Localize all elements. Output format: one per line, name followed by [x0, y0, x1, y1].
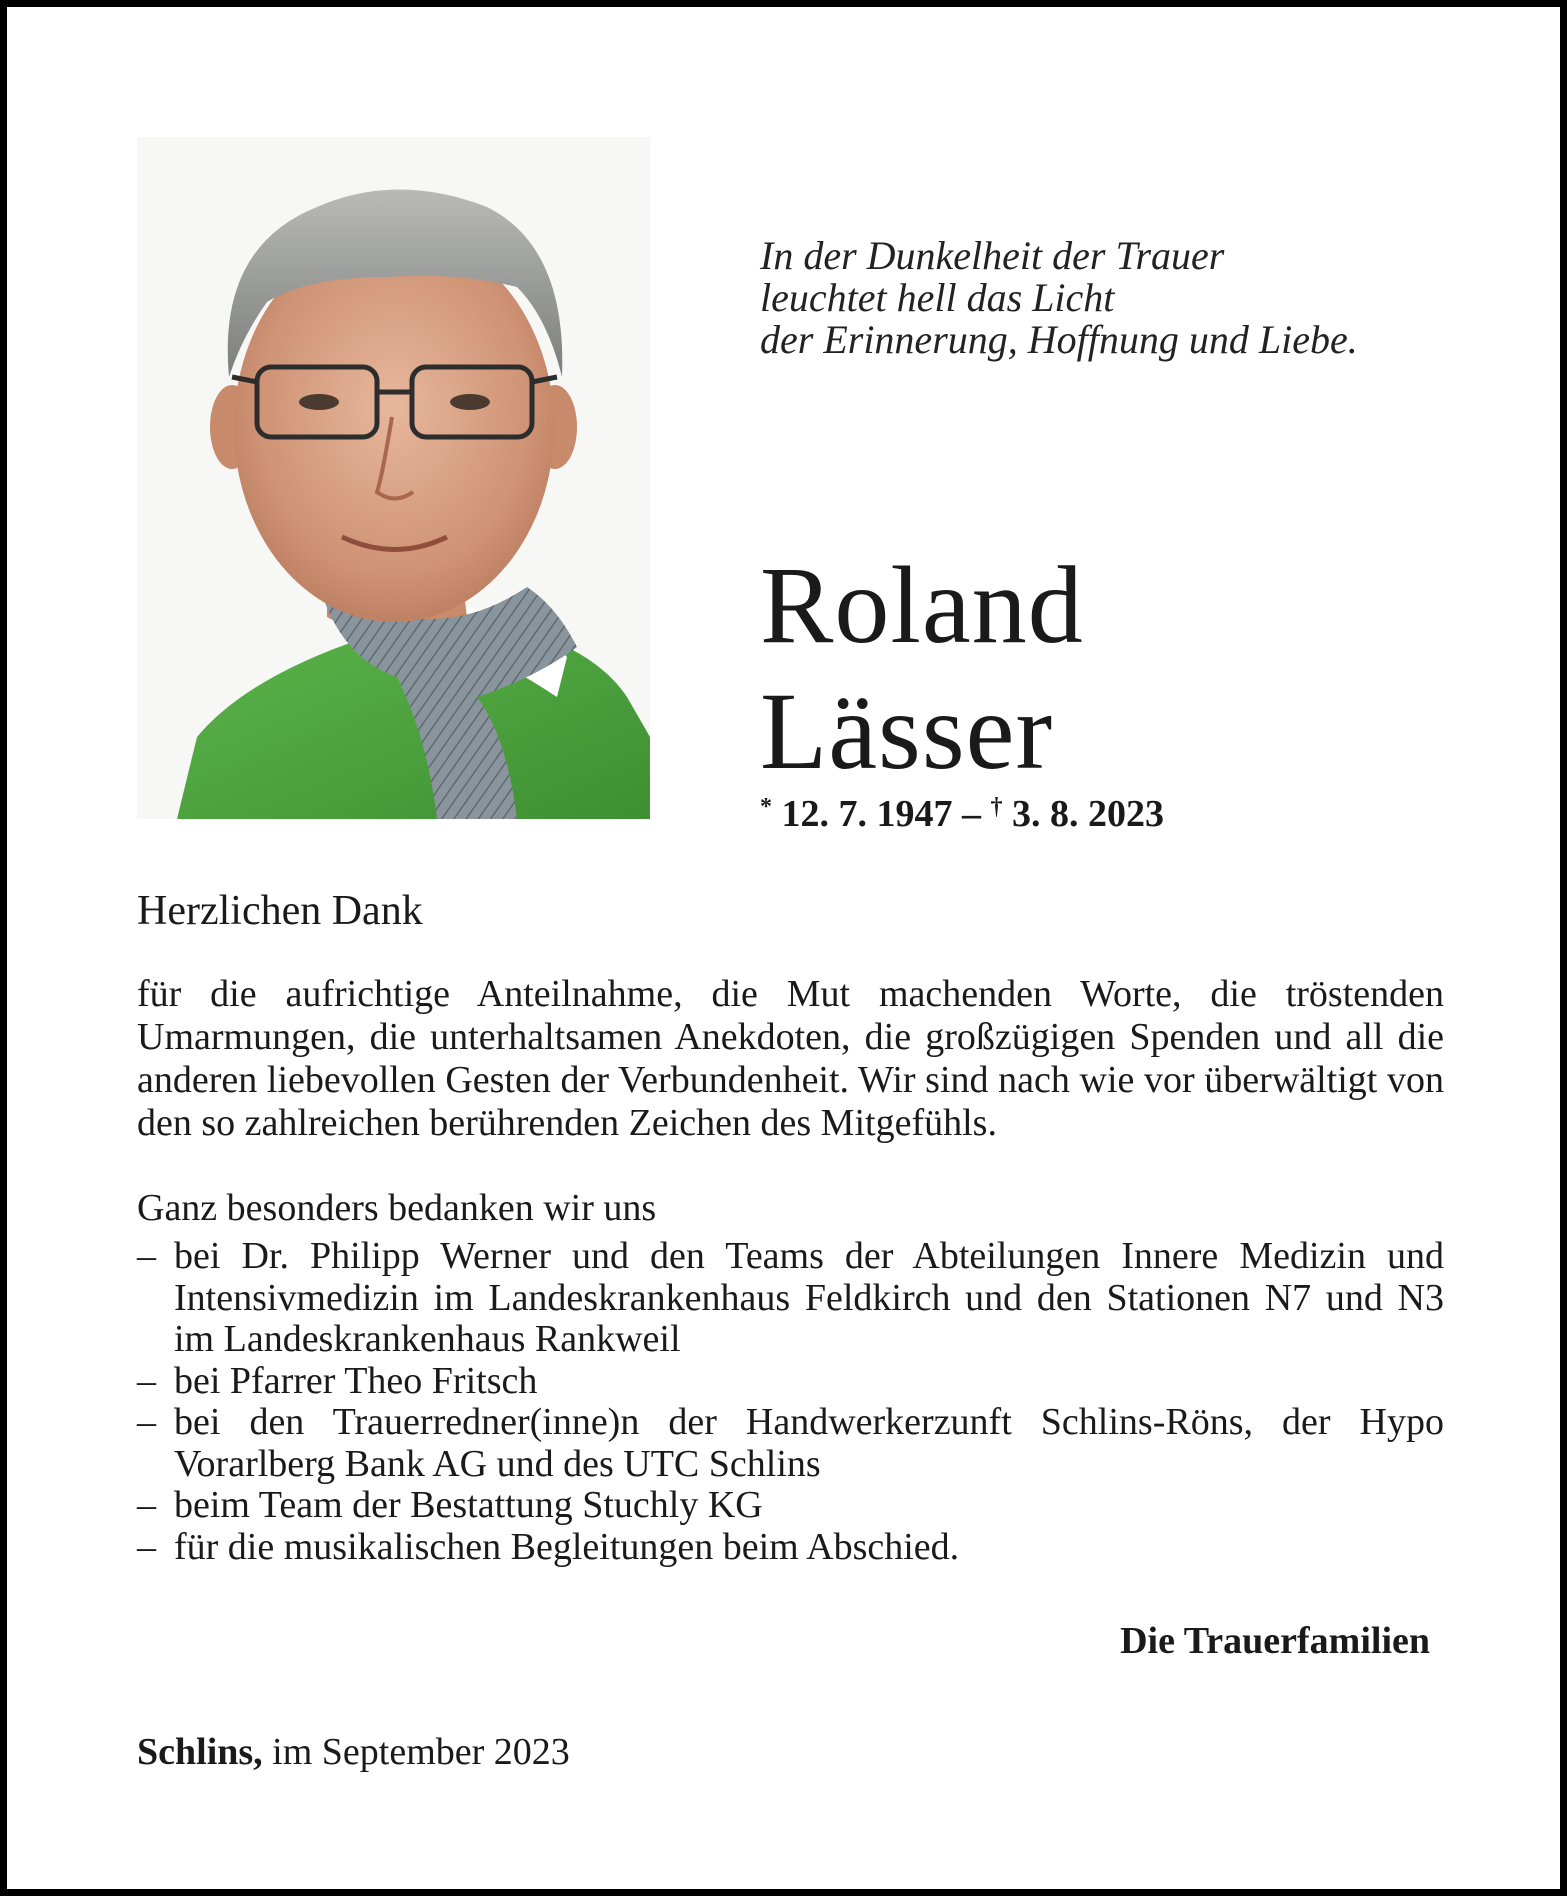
list-item-text: bei Dr. Philipp Werner und den Teams der Abteilungen Innere Medizin und Intensivmedizin im Landeskrankenhaus Feldkirch und den Stationen N7 und N3 im Landeskrankenhaus Rankweil — [174, 1235, 1444, 1360]
list-item-text: beim Team der Bestattung Stuchly KG — [174, 1484, 763, 1526]
list-item — [137, 1361, 1444, 1403]
list-item — [137, 1236, 1444, 1361]
list-item-text: für die musikalischen Begleitungen beim Abschied. — [174, 1525, 960, 1568]
list-item-text: bei den Trauerredner(inne)n der Handwerkerzunft Schlins-Röns, der Hypo Vorarlberg Bank AG und des UTC Schlins — [174, 1401, 1444, 1485]
quote-block — [760, 235, 1480, 361]
date-text: im September 2023 — [272, 1731, 570, 1773]
thanks-intro: Ganz besonders bedanken wir uns — [137, 1187, 657, 1229]
deceased-name — [760, 542, 1084, 794]
thanks-body: für die aufrichtige Anteilnahme, die Mut machenden Worte, die tröstenden Umarmungen, die unterhaltsamen Anekdoten, die großzügigen Spenden und all die anderen liebevollen Gesten der Verbundenheit. Wir sind nach wie vor überwältigt von den so zahlreichen berührenden Zeichen des Mitgefühls. — [137, 973, 1444, 1144]
quote-line: der Erinnerung, Hoffnung und Liebe. — [760, 317, 1358, 362]
thanks-heading: Herzlichen Dank — [137, 888, 423, 934]
list-dash: – — [137, 1484, 156, 1526]
signature: Die Trauerfamilien — [1120, 1620, 1430, 1662]
list-item — [137, 1485, 1444, 1527]
birth-symbol: * — [760, 794, 772, 820]
place: Schlins, — [137, 1731, 263, 1773]
list-dash: – — [137, 1525, 156, 1568]
quote-line: In der Dunkelheit der Trauer — [760, 233, 1225, 278]
list-dash: – — [137, 1235, 156, 1277]
list-item — [137, 1527, 1444, 1569]
life-dates — [760, 785, 1164, 836]
list-dash: – — [137, 1401, 156, 1443]
death-date: 3. 8. 2023 — [1012, 793, 1164, 835]
list-dash: – — [137, 1359, 156, 1402]
date-separator: – — [962, 793, 981, 835]
last-name: Lässer — [760, 670, 1054, 792]
list-item — [137, 1402, 1444, 1485]
death-symbol: † — [990, 794, 1003, 820]
place-date — [137, 1730, 570, 1774]
quote-line: leuchtet hell das Licht — [760, 275, 1115, 320]
portrait-photo — [137, 137, 650, 819]
birth-date: 12. 7. 1947 — [781, 793, 953, 835]
list-item-text: bei Pfarrer Theo Fritsch — [174, 1359, 538, 1402]
thanks-list — [137, 1236, 1444, 1568]
first-name: Roland — [760, 544, 1084, 666]
